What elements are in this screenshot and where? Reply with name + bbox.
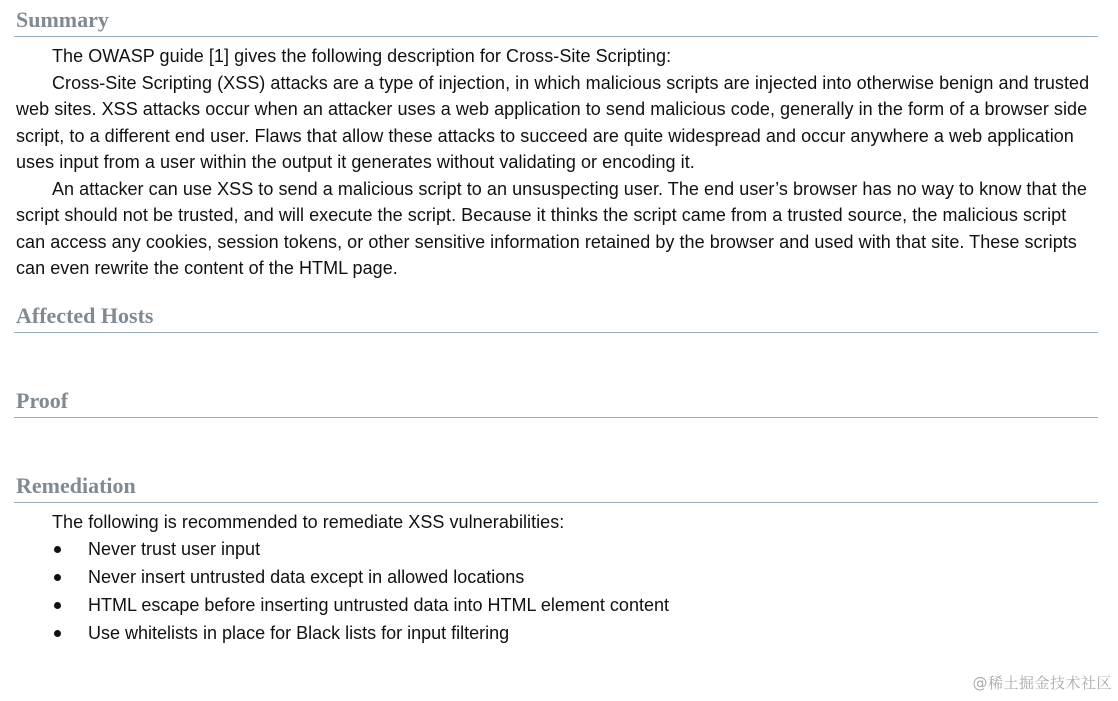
summary-paragraph: An attacker can use XSS to send a malicious script to an unsuspecting user. The end user’s browser has no way to know that the script should not be trusted, and will execute the script. Because it thinks the script came from a trusted source, the malicious script can access any cookies, session tokens, or other sensitive information retained by the browser and used with that site. These scripts can even rewrite the content of the HTML page. bbox=[16, 178, 1087, 278]
remediation-body bbox=[14, 503, 1098, 648]
remediation-section bbox=[14, 466, 1098, 648]
list-item bbox=[14, 619, 1098, 647]
bullet-icon bbox=[54, 630, 61, 637]
affected-hosts-heading: Affected Hosts bbox=[16, 302, 154, 328]
summary-heading: Summary bbox=[16, 7, 109, 32]
watermark: @稀土掘金技术社区 bbox=[972, 674, 1112, 692]
list-item-text: Use whitelists in place for Black lists for input filtering bbox=[88, 623, 510, 643]
list-item-text: HTML escape before inserting untrusted data into HTML element content bbox=[88, 595, 669, 615]
summary-paragraph: Cross-Site Scripting (XSS) attacks are a type of injection, in which malicious scripts are injected into otherwise benign and trusted web sites. XSS attacks occur when an attacker uses a web application to send malicious code, generally in the form of a browser side script, to a different end user. Flaws that allow these attacks to succeed are quite widespread and occur anywhere a web application uses input from a user within the output it generates without validating or encoding it. bbox=[16, 72, 1090, 172]
list-item-text: Never insert untrusted data except in allowed locations bbox=[88, 567, 525, 587]
bullet-icon bbox=[54, 602, 61, 609]
summary-paragraph: The OWASP guide [1] gives the following description for Cross-Site Scripting: bbox=[52, 46, 672, 66]
proof-heading: Proof bbox=[16, 387, 69, 413]
bullet-icon bbox=[54, 574, 61, 581]
bullet-icon bbox=[54, 546, 61, 553]
affected-hosts-section bbox=[14, 296, 1098, 381]
list-item bbox=[14, 591, 1098, 619]
remediation-list bbox=[14, 535, 1098, 647]
proof-section bbox=[14, 381, 1098, 466]
remediation-heading: Remediation bbox=[16, 472, 136, 498]
summary-section bbox=[14, 0, 1098, 282]
list-item-text: Never trust user input bbox=[88, 539, 261, 559]
list-item bbox=[14, 535, 1098, 563]
remediation-intro: The following is recommended to remediate XSS vulnerabilities: bbox=[52, 511, 565, 532]
list-item bbox=[14, 563, 1098, 591]
report-document bbox=[14, 0, 1098, 647]
summary-body bbox=[14, 37, 1098, 282]
